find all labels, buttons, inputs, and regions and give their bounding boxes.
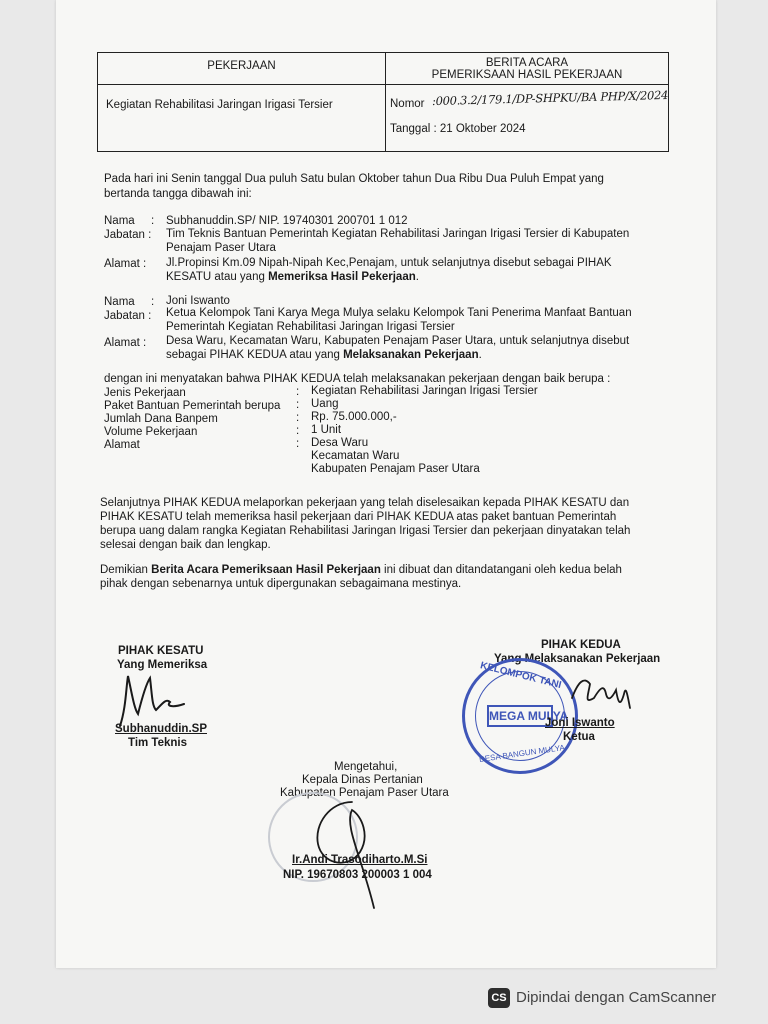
pihak2-jabatan: Pemerintah Kegiatan Rehabilitasi Jaringan Irigasi Tersier [166,321,455,333]
detail-value: Kegiatan Rehabilitasi Jaringan Irigasi Tersier [311,385,538,397]
kabupaten-text: Kabupaten Penajam Paser Utara [280,787,449,799]
intro-line: Pada hari ini Senin tanggal Dua puluh Satu bulan Oktober tahun Dua Ribu Dua Puluh Empat yang [104,173,604,185]
kepala-dinas-title: Kepala Dinas Pertanian [302,774,423,786]
pihak-kedua-name: Joni Iswanto [545,717,615,729]
signature-right [566,668,636,716]
camscanner-icon: CS [488,988,510,1008]
berita-acara-title: BERITA ACARA [485,57,569,69]
closing-text: ini dibuat dan ditandatangani oleh kedua belah [380,564,622,576]
mengetahui-text: Mengetahui, [334,761,398,773]
closing-line: Selanjutnya PIHAK KEDUA melaporkan pekerjaan yang telah diselesaikan kepada PIHAK KESATU dan [100,497,630,509]
pihak-kedua-subtitle: Yang Melaksanakan Pekerjaan [494,653,661,665]
closing-text: Demikian [100,564,152,576]
nama-colon: : [151,296,155,308]
stamp-center-text: MEGA MULYA [489,709,569,723]
pihak1-alamat [166,270,419,284]
camscanner-footer [476,984,748,1012]
detail-label: Jumlah Dana Banpem [104,413,218,425]
details-intro: dengan ini menyatakan bahwa PIHAK KEDUA telah melaksanakan pekerjaan dengan baik berupa : [104,373,611,385]
alamat-label: Alamat : [104,258,147,270]
camscanner-text: Dipindai dengan CamScanner [516,989,717,1006]
table-divider [98,84,668,85]
jabatan-label: Jabatan : [104,229,152,241]
closing-line: pihak dengan sebenarnya untuk dipergunakan sebagaimana mestinya. [100,578,462,590]
detail-value: Rp. 75.000.000,- [311,411,397,423]
intro-line: bertanda tangga dibawah ini: [104,188,252,200]
pihak-kesatu-subtitle: Yang Memeriksa [117,659,208,671]
alamat-text: KESATU atau yang [166,271,269,283]
detail-value: 1 Unit [311,424,342,436]
kepala-dinas-nip: NIP. 19670803 200003 1 004 [283,869,432,881]
stamp-center-box [487,705,569,727]
pihak1-jabatan: Penajam Paser Utara [166,242,276,254]
detail-colon: : [296,399,300,411]
tanggal-text: Tanggal : 21 Oktober 2024 [390,123,526,135]
alamat-emphasis: Memeriksa Hasil Pekerjaan [268,271,416,283]
detail-value: Kecamatan Waru [311,450,400,462]
pihak2-jabatan: Ketua Kelompok Tani Karya Mega Mulya selaku Kelompok Tani Penerima Manfaat Bantuan [166,307,632,319]
pihak-kesatu-role: Tim Teknis [128,737,188,749]
pihak1-jabatan: Tim Teknis Bantuan Pemerintah Kegiatan Rehabilitasi Jaringan Irigasi Tersier di Kabupaten [166,228,630,240]
pihak1-alamat: Jl.Propinsi Km.09 Nipah-Nipah Kec,Penajam, untuk selanjutnya disebut sebagai PIHAK [166,257,612,269]
detail-colon: : [296,425,300,437]
pihak2-nama: Joni Iswanto [166,295,230,307]
nama-label: Nama [104,296,135,308]
alamat-text: . [415,271,419,283]
kepala-dinas-name: Ir.Andi Trasodiharto.M.Si [292,854,428,866]
detail-value: Desa Waru [311,437,369,449]
berita-acara-subtitle: PEMERIKSAAN HASIL PEKERJAAN [431,69,623,81]
detail-colon: : [296,412,300,424]
detail-colon: : [296,438,300,450]
jabatan-label: Jabatan : [104,310,152,322]
nomor-value: :000.3.2/179.1/DP-SHPKU/BA PHP/X/2024 [431,87,669,109]
alamat-emphasis: Melaksanakan Pekerjaan [343,349,479,361]
pihak-kesatu-title: PIHAK KESATU [118,645,204,657]
pihak1-nama: Subhanuddin.SP/ NIP. 19740301 200701 1 012 [166,215,408,227]
closing-line: PIHAK KESATU telah memeriksa hasil pekerjaan dari PIHAK KEDUA atas paket bantuan Pemerintah [100,511,617,523]
detail-label: Volume Pekerjaan [104,426,198,438]
nama-colon: : [151,215,155,227]
pihak-kedua-role: Ketua [563,731,595,743]
nomor-label: Nomor [390,98,425,110]
signature-left [112,668,192,730]
pihak-kesatu-name: Subhanuddin.SP [115,723,207,735]
header-table [97,52,669,152]
alamat-text: . [478,349,482,361]
closing-line [100,563,622,577]
nama-label: Nama [104,215,135,227]
detail-label: Paket Bantuan Pemerintah berupa [104,400,281,412]
alamat-text: sebagai PIHAK KEDUA atau yang [166,349,344,361]
detail-value: Kabupaten Penajam Paser Utara [311,463,480,475]
alamat-label: Alamat : [104,337,147,349]
closing-line: selesai dengan baik dan lengkap. [100,539,271,551]
detail-label: Alamat [104,439,140,451]
detail-label: Jenis Pekerjaan [104,387,186,399]
closing-emphasis: Berita Acara Pemeriksaan Hasil Pekerjaan [151,564,381,576]
closing-line: berupa uang dalam rangka Kegiatan Rehabilitasi Jaringan Irigasi Tersier dan pekerjaan dinyatakan telah [100,525,631,537]
detail-value: Uang [311,398,339,410]
pihak2-alamat [166,348,482,362]
detail-colon: : [296,386,300,398]
stamp-bottom-text: DESA BANGUN MULYA [478,743,566,764]
pihak-kedua-title: PIHAK KEDUA [541,639,621,651]
kegiatan-title: Kegiatan Rehabilitasi Jaringan Irigasi Tersier [106,99,333,111]
pihak2-alamat: Desa Waru, Kecamatan Waru, Kabupaten Penajam Paser Utara, untuk selanjutnya disebut [166,335,630,347]
stamp-top-text: KELOMPOK TANI [479,660,563,692]
pekerjaan-label: PEKERJAAN [207,60,276,72]
